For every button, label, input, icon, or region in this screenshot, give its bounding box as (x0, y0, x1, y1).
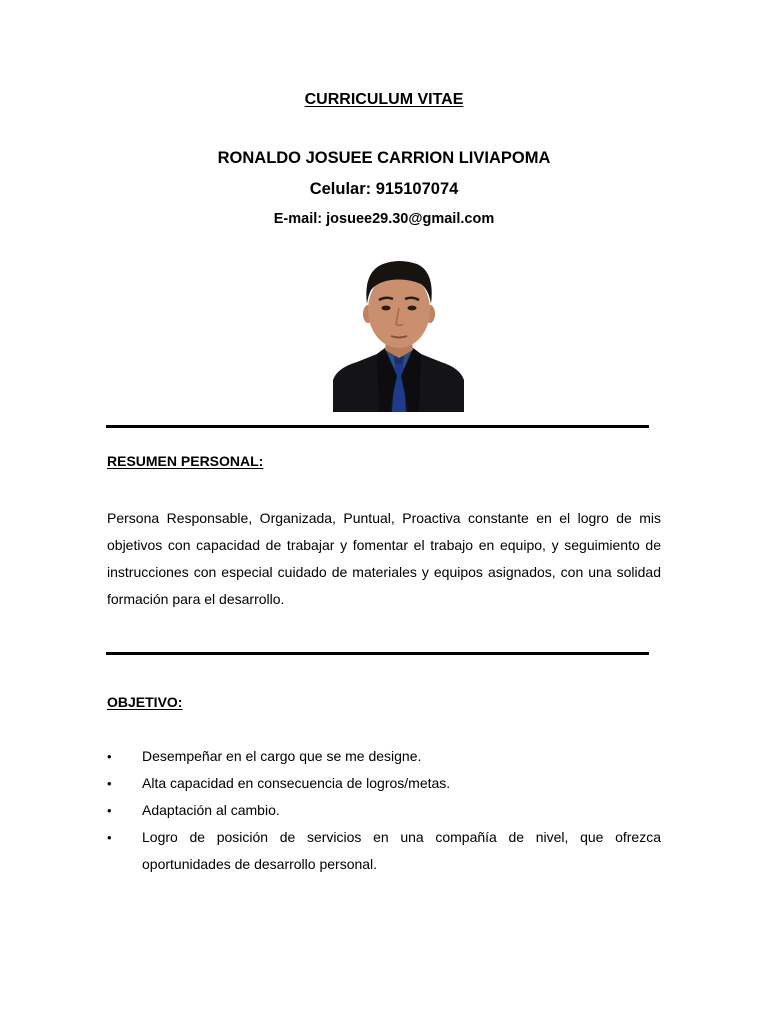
list-item (107, 824, 661, 878)
objectives-list (107, 743, 661, 878)
bullet-icon: • (107, 776, 112, 791)
objective-text: Alta capacidad en consecuencia de logros/metas. (142, 775, 451, 791)
objective-heading: OBJETIVO: (107, 694, 183, 710)
phone-number: Celular: 915107074 (309, 180, 459, 198)
bullet-icon: • (107, 830, 112, 845)
bullet-icon: • (107, 749, 112, 764)
section-divider (106, 652, 649, 655)
document-title: CURRICULUM VITAE (304, 91, 464, 108)
summary-paragraph: Persona Responsable, Organizada, Puntual, Proactiva constante en el logro de mis objetivos con capacidad de trabajar y fomentar el trabajo en equipo, y seguimiento de instrucciones con especial cuidado de materiales y equipos asignados, con una solidad formación para el desarrollo. (107, 510, 661, 607)
section-divider (106, 425, 649, 428)
bullet-icon: • (107, 803, 112, 818)
list-item (107, 770, 661, 797)
list-item (107, 797, 661, 824)
objective-text: Logro de posición de servicios en una compañía de nivel, que ofrezca oportunidades de desarrollo personal. (142, 829, 661, 872)
profile-photo (333, 248, 464, 412)
objective-text: Adaptación al cambio. (142, 802, 280, 818)
objective-text: Desempeñar en el cargo que se me designe. (142, 748, 422, 764)
list-item (107, 743, 661, 770)
email-address: E-mail: josuee29.30@gmail.com (273, 211, 495, 227)
candidate-name: RONALDO JOSUEE CARRION LIVIAPOMA (217, 149, 551, 167)
person-portrait-icon (333, 248, 464, 412)
summary-heading: RESUMEN PERSONAL: (107, 453, 264, 469)
